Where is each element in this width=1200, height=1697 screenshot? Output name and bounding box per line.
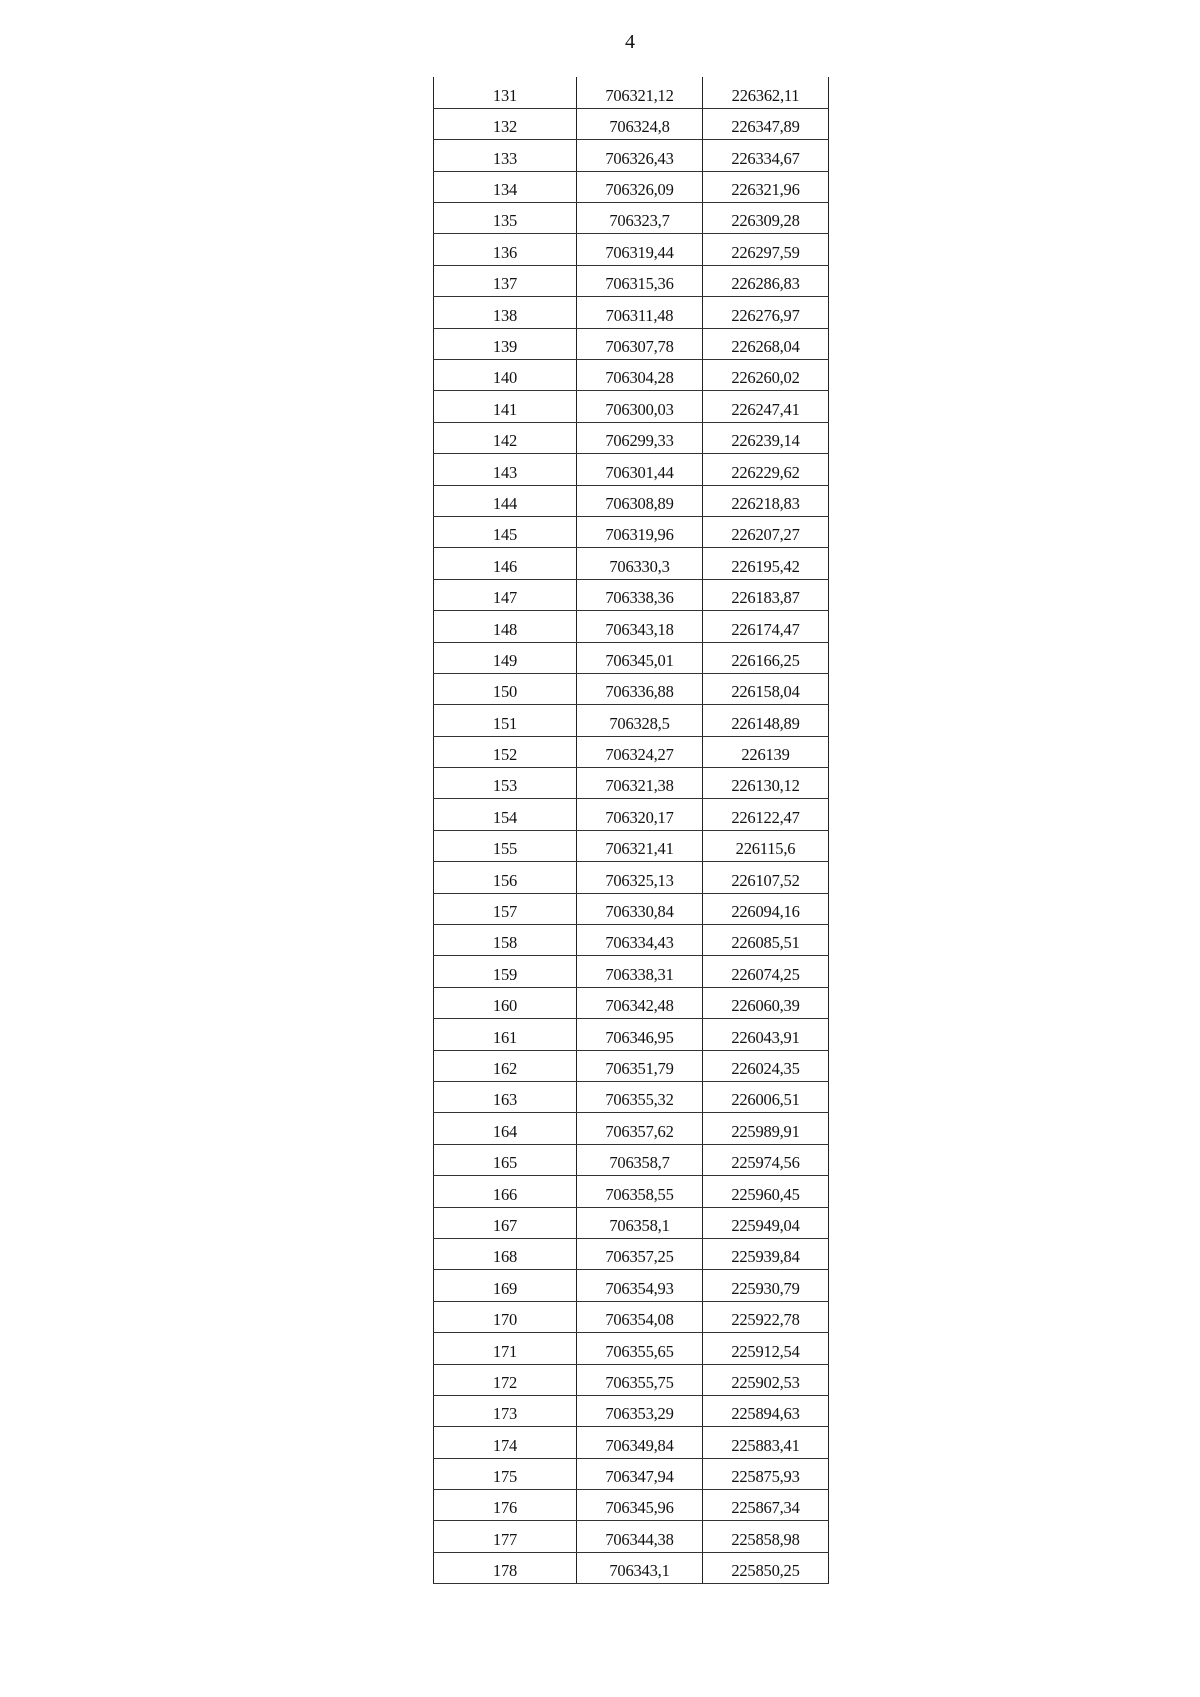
- x-coordinate-cell: 706323,7: [577, 203, 703, 234]
- coordinates-table-body: [434, 77, 829, 1584]
- point-number-cell: 165: [434, 1144, 577, 1175]
- point-number-cell: 163: [434, 1082, 577, 1113]
- table-row: [434, 454, 829, 485]
- table-row: [434, 1082, 829, 1113]
- table-row: [434, 1113, 829, 1144]
- table-row: [434, 987, 829, 1018]
- y-coordinate-cell: 226239,14: [703, 422, 829, 453]
- y-coordinate-cell: 226229,62: [703, 454, 829, 485]
- x-coordinate-cell: 706300,03: [577, 391, 703, 422]
- x-coordinate-cell: 706315,36: [577, 265, 703, 296]
- point-number-cell: 159: [434, 956, 577, 987]
- point-number-cell: 146: [434, 548, 577, 579]
- point-number-cell: 160: [434, 987, 577, 1018]
- page-number: 4: [625, 31, 635, 53]
- x-coordinate-cell: 706304,28: [577, 360, 703, 391]
- y-coordinate-cell: 225894,63: [703, 1395, 829, 1426]
- x-coordinate-cell: 706349,84: [577, 1427, 703, 1458]
- table-row: [434, 1301, 829, 1332]
- y-coordinate-cell: 226297,59: [703, 234, 829, 265]
- x-coordinate-cell: 706355,75: [577, 1364, 703, 1395]
- y-coordinate-cell: 226130,12: [703, 768, 829, 799]
- y-coordinate-cell: 225883,41: [703, 1427, 829, 1458]
- x-coordinate-cell: 706324,27: [577, 736, 703, 767]
- table-row: [434, 77, 829, 108]
- point-number-cell: 138: [434, 297, 577, 328]
- y-coordinate-cell: 226207,27: [703, 516, 829, 547]
- table-row: [434, 768, 829, 799]
- table-row: [434, 1176, 829, 1207]
- point-number-cell: 134: [434, 171, 577, 202]
- table-row: [434, 1552, 829, 1583]
- point-number-cell: 151: [434, 705, 577, 736]
- table-row: [434, 108, 829, 139]
- y-coordinate-cell: 225922,78: [703, 1301, 829, 1332]
- y-coordinate-cell: 226276,97: [703, 297, 829, 328]
- y-coordinate-cell: 225912,54: [703, 1333, 829, 1364]
- x-coordinate-cell: 706301,44: [577, 454, 703, 485]
- point-number-cell: 175: [434, 1458, 577, 1489]
- point-number-cell: 150: [434, 673, 577, 704]
- x-coordinate-cell: 706319,96: [577, 516, 703, 547]
- y-coordinate-cell: 225867,34: [703, 1490, 829, 1521]
- y-coordinate-cell: 226074,25: [703, 956, 829, 987]
- y-coordinate-cell: 226060,39: [703, 987, 829, 1018]
- x-coordinate-cell: 706319,44: [577, 234, 703, 265]
- x-coordinate-cell: 706358,7: [577, 1144, 703, 1175]
- table-row: [434, 422, 829, 453]
- y-coordinate-cell: 226122,47: [703, 799, 829, 830]
- x-coordinate-cell: 706321,41: [577, 830, 703, 861]
- point-number-cell: 136: [434, 234, 577, 265]
- point-number-cell: 132: [434, 108, 577, 139]
- point-number-cell: 141: [434, 391, 577, 422]
- table-row: [434, 705, 829, 736]
- point-number-cell: 161: [434, 1019, 577, 1050]
- y-coordinate-cell: 226268,04: [703, 328, 829, 359]
- table-row: [434, 328, 829, 359]
- y-coordinate-cell: 225960,45: [703, 1176, 829, 1207]
- x-coordinate-cell: 706353,29: [577, 1395, 703, 1426]
- x-coordinate-cell: 706338,31: [577, 956, 703, 987]
- y-coordinate-cell: 226334,67: [703, 140, 829, 171]
- point-number-cell: 174: [434, 1427, 577, 1458]
- point-number-cell: 168: [434, 1238, 577, 1269]
- y-coordinate-cell: 225939,84: [703, 1238, 829, 1269]
- x-coordinate-cell: 706334,43: [577, 925, 703, 956]
- y-coordinate-cell: 226024,35: [703, 1050, 829, 1081]
- x-coordinate-cell: 706354,93: [577, 1270, 703, 1301]
- x-coordinate-cell: 706354,08: [577, 1301, 703, 1332]
- table-row: [434, 1490, 829, 1521]
- point-number-cell: 177: [434, 1521, 577, 1552]
- point-number-cell: 173: [434, 1395, 577, 1426]
- y-coordinate-cell: 226321,96: [703, 171, 829, 202]
- y-coordinate-cell: 226085,51: [703, 925, 829, 956]
- point-number-cell: 137: [434, 265, 577, 296]
- coordinates-table: [433, 77, 829, 1584]
- x-coordinate-cell: 706307,78: [577, 328, 703, 359]
- y-coordinate-cell: 226286,83: [703, 265, 829, 296]
- table-row: [434, 1238, 829, 1269]
- y-coordinate-cell: 226195,42: [703, 548, 829, 579]
- table-row: [434, 925, 829, 956]
- x-coordinate-cell: 706338,36: [577, 579, 703, 610]
- point-number-cell: 135: [434, 203, 577, 234]
- table-row: [434, 1458, 829, 1489]
- y-coordinate-cell: 226107,52: [703, 862, 829, 893]
- x-coordinate-cell: 706321,38: [577, 768, 703, 799]
- y-coordinate-cell: 226260,02: [703, 360, 829, 391]
- point-number-cell: 139: [434, 328, 577, 359]
- point-number-cell: 157: [434, 893, 577, 924]
- table-row: [434, 171, 829, 202]
- x-coordinate-cell: 706308,89: [577, 485, 703, 516]
- table-row: [434, 736, 829, 767]
- table-row: [434, 516, 829, 547]
- point-number-cell: 155: [434, 830, 577, 861]
- table-row: [434, 1521, 829, 1552]
- point-number-cell: 152: [434, 736, 577, 767]
- y-coordinate-cell: 225989,91: [703, 1113, 829, 1144]
- x-coordinate-cell: 706311,48: [577, 297, 703, 328]
- x-coordinate-cell: 706321,12: [577, 77, 703, 108]
- x-coordinate-cell: 706358,1: [577, 1207, 703, 1238]
- y-coordinate-cell: 226347,89: [703, 108, 829, 139]
- point-number-cell: 166: [434, 1176, 577, 1207]
- point-number-cell: 158: [434, 925, 577, 956]
- y-coordinate-cell: 226166,25: [703, 642, 829, 673]
- table-row: [434, 265, 829, 296]
- point-number-cell: 133: [434, 140, 577, 171]
- table-row: [434, 1270, 829, 1301]
- y-coordinate-cell: 226309,28: [703, 203, 829, 234]
- point-number-cell: 154: [434, 799, 577, 830]
- table-row: [434, 1395, 829, 1426]
- x-coordinate-cell: 706326,43: [577, 140, 703, 171]
- table-row: [434, 1364, 829, 1395]
- point-number-cell: 143: [434, 454, 577, 485]
- table-row: [434, 1207, 829, 1238]
- table-row: [434, 673, 829, 704]
- x-coordinate-cell: 706358,55: [577, 1176, 703, 1207]
- x-coordinate-cell: 706343,18: [577, 611, 703, 642]
- point-number-cell: 147: [434, 579, 577, 610]
- point-number-cell: 164: [434, 1113, 577, 1144]
- x-coordinate-cell: 706343,1: [577, 1552, 703, 1583]
- y-coordinate-cell: 226247,41: [703, 391, 829, 422]
- x-coordinate-cell: 706325,13: [577, 862, 703, 893]
- x-coordinate-cell: 706357,62: [577, 1113, 703, 1144]
- table-row: [434, 611, 829, 642]
- table-row: [434, 579, 829, 610]
- x-coordinate-cell: 706299,33: [577, 422, 703, 453]
- point-number-cell: 149: [434, 642, 577, 673]
- y-coordinate-cell: 225902,53: [703, 1364, 829, 1395]
- table-row: [434, 1333, 829, 1364]
- table-row: [434, 642, 829, 673]
- y-coordinate-cell: 225858,98: [703, 1521, 829, 1552]
- y-coordinate-cell: 226158,04: [703, 673, 829, 704]
- y-coordinate-cell: 226043,91: [703, 1019, 829, 1050]
- x-coordinate-cell: 706344,38: [577, 1521, 703, 1552]
- point-number-cell: 178: [434, 1552, 577, 1583]
- y-coordinate-cell: 226139: [703, 736, 829, 767]
- point-number-cell: 145: [434, 516, 577, 547]
- point-number-cell: 167: [434, 1207, 577, 1238]
- x-coordinate-cell: 706345,01: [577, 642, 703, 673]
- x-coordinate-cell: 706328,5: [577, 705, 703, 736]
- table-row: [434, 391, 829, 422]
- y-coordinate-cell: 225875,93: [703, 1458, 829, 1489]
- x-coordinate-cell: 706351,79: [577, 1050, 703, 1081]
- point-number-cell: 140: [434, 360, 577, 391]
- x-coordinate-cell: 706326,09: [577, 171, 703, 202]
- y-coordinate-cell: 225974,56: [703, 1144, 829, 1175]
- y-coordinate-cell: 226362,11: [703, 77, 829, 108]
- y-coordinate-cell: 226148,89: [703, 705, 829, 736]
- table-row: [434, 1144, 829, 1175]
- x-coordinate-cell: 706347,94: [577, 1458, 703, 1489]
- table-row: [434, 485, 829, 516]
- x-coordinate-cell: 706342,48: [577, 987, 703, 1018]
- x-coordinate-cell: 706330,3: [577, 548, 703, 579]
- point-number-cell: 148: [434, 611, 577, 642]
- table-row: [434, 297, 829, 328]
- x-coordinate-cell: 706355,65: [577, 1333, 703, 1364]
- point-number-cell: 156: [434, 862, 577, 893]
- table-row: [434, 799, 829, 830]
- table-row: [434, 893, 829, 924]
- table-row: [434, 1427, 829, 1458]
- point-number-cell: 142: [434, 422, 577, 453]
- y-coordinate-cell: 225949,04: [703, 1207, 829, 1238]
- table-row: [434, 862, 829, 893]
- point-number-cell: 153: [434, 768, 577, 799]
- point-number-cell: 144: [434, 485, 577, 516]
- point-number-cell: 171: [434, 1333, 577, 1364]
- point-number-cell: 176: [434, 1490, 577, 1521]
- table-row: [434, 1019, 829, 1050]
- point-number-cell: 169: [434, 1270, 577, 1301]
- x-coordinate-cell: 706345,96: [577, 1490, 703, 1521]
- x-coordinate-cell: 706330,84: [577, 893, 703, 924]
- y-coordinate-cell: 226174,47: [703, 611, 829, 642]
- table-row: [434, 956, 829, 987]
- point-number-cell: 131: [434, 77, 577, 108]
- y-coordinate-cell: 226115,6: [703, 830, 829, 861]
- point-number-cell: 170: [434, 1301, 577, 1332]
- y-coordinate-cell: 226183,87: [703, 579, 829, 610]
- x-coordinate-cell: 706320,17: [577, 799, 703, 830]
- x-coordinate-cell: 706355,32: [577, 1082, 703, 1113]
- x-coordinate-cell: 706346,95: [577, 1019, 703, 1050]
- y-coordinate-cell: 226218,83: [703, 485, 829, 516]
- y-coordinate-cell: 225930,79: [703, 1270, 829, 1301]
- x-coordinate-cell: 706324,8: [577, 108, 703, 139]
- y-coordinate-cell: 226006,51: [703, 1082, 829, 1113]
- table-row: [434, 234, 829, 265]
- table-row: [434, 360, 829, 391]
- table-row: [434, 830, 829, 861]
- table-row: [434, 140, 829, 171]
- x-coordinate-cell: 706357,25: [577, 1238, 703, 1269]
- point-number-cell: 162: [434, 1050, 577, 1081]
- y-coordinate-cell: 225850,25: [703, 1552, 829, 1583]
- table-row: [434, 1050, 829, 1081]
- y-coordinate-cell: 226094,16: [703, 893, 829, 924]
- point-number-cell: 172: [434, 1364, 577, 1395]
- x-coordinate-cell: 706336,88: [577, 673, 703, 704]
- table-row: [434, 203, 829, 234]
- table-row: [434, 548, 829, 579]
